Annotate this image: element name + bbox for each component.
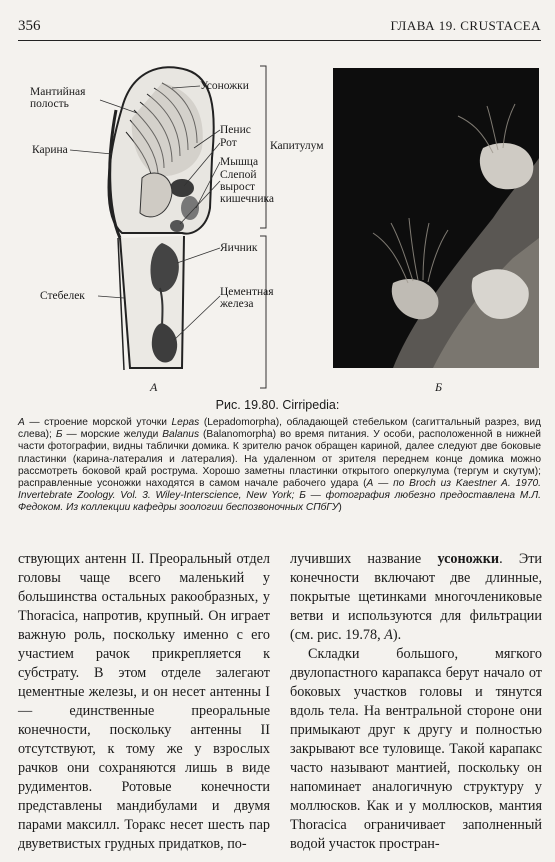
- barnacles-photo: [333, 68, 539, 368]
- caption-end: ): [338, 502, 342, 514]
- caption-a-prefix: А: [18, 417, 25, 428]
- caption-b-prefix: Б: [55, 429, 63, 441]
- caption-a-genus: Lepas: [171, 417, 200, 428]
- body-right-1-pre: лучивших название: [290, 551, 438, 567]
- chapter-title: ГЛАВА 19. CRUSTACEA: [390, 18, 541, 33]
- body-column-right: [290, 550, 542, 854]
- figure-caption-title: Рис. 19.80. Cirripedia:: [215, 398, 340, 412]
- label-carina: Карина: [32, 144, 68, 156]
- caption-b-text-2: (Balanomorpha) во время питания. У особи, расположенной в нижней части фотографии, видны таблички домика. К зрителю рачок обращен кариной, далее следуют две боковые пластинки (карина-латералия и латералия). На удаленном от зрителя переднем конце домика можно рассмотреть боковой край рострума. Хорошо заметны пластинки открытого оперкулума (тергум и скутум); расправленные усоножки находятся в самом начале рабочего удара (: [18, 429, 541, 490]
- caption-b-text-1: — морские желуди: [62, 429, 163, 441]
- caption-b-genus: Balanus: [162, 429, 200, 441]
- label-cirri: Усоножки: [200, 80, 249, 92]
- figure-b-photo: [333, 68, 539, 368]
- body-column-left: [18, 550, 270, 854]
- body-right-1-ref: А: [384, 627, 393, 643]
- label-mouth: Рот: [220, 137, 237, 149]
- label-stalk: Стебелек: [40, 290, 85, 302]
- figure-caption-body: [18, 417, 541, 515]
- figure-a-sublabel: A: [150, 380, 158, 394]
- page-header: [18, 12, 541, 41]
- label-penis: Пенис: [220, 124, 251, 136]
- label-mantle-cavity: Мантийная полость: [30, 86, 86, 110]
- label-ovary: Яичник: [220, 242, 258, 254]
- caption-credit-b: Б — фотография любезно предоставлена М.Л. Федоком. Из коллекции кафедры зоологии беспозвоночных СПбГУ: [18, 490, 541, 514]
- body-right-paragraph-1: [290, 550, 542, 645]
- body-right-1-post: . Эти конечности включают две длинные, покрытые щетинками многочлениковые ветви и используются для фильтрации (см. рис. 19.78,: [290, 551, 542, 643]
- figure-b-sublabel: Б: [435, 380, 443, 394]
- label-cement-gland: Цементная железа: [220, 286, 274, 310]
- caption-a-text-1: — строение морской уточки: [24, 417, 172, 428]
- body-left-paragraph: ствующих антенн II. Преоральный отдел головы чаще всего маленький у большинства остальных ракообразных, у Thoracica, напротив, крупный. Он играет важную роль, поскольку именно с его участием рачок прикрепляется к субстрату. В этом отделе залегают цементные железы, и он несет антенны I — единственные преоральные конечности, поскольку антенны II отсутствуют, к тому же у взрослых рачков они сохраняются лишь в виде рудиментов. Ротовые конечности представлены мандибулами и двумя парами максилл. Торакс несет шесть пар двуветвистых грудных придатков, по-: [18, 551, 270, 852]
- figure-a-lepas-drawing: [12, 48, 332, 393]
- label-caecum: Слепой вырост кишечника: [220, 169, 275, 205]
- label-capitulum: Капитулум: [270, 140, 324, 152]
- caption-credit-a: А — по Broch из Kaestner A. 1970. Invertebrate Zoology. Vol. 3. Wiley-Interscience, New York;: [18, 478, 541, 502]
- caption-a-text-2: (Lepadomorpha), обладающей стебельком (сагиттальный разрез, вид слева);: [18, 417, 541, 441]
- body-right-paragraph-2: Складки большого, мягкого двулопастного карапакса берут начало от боковых участков головы и тянутся вдоль тела. На вентральной стороне они примыкают друг к другу и полностью закрывают все туловище. Такой карапакс часто называют мантией, поскольку он напоминает аналогичную структуру у моллюсков. Как и у моллюсков, мантия Thoracica ограничивает заполненный водой участок простран-: [290, 646, 542, 852]
- label-muscle: Мышца: [220, 156, 259, 168]
- body-right-1-end: ).: [392, 627, 402, 643]
- page-number: 356: [18, 18, 41, 34]
- term-cirri: усоножки: [437, 551, 500, 567]
